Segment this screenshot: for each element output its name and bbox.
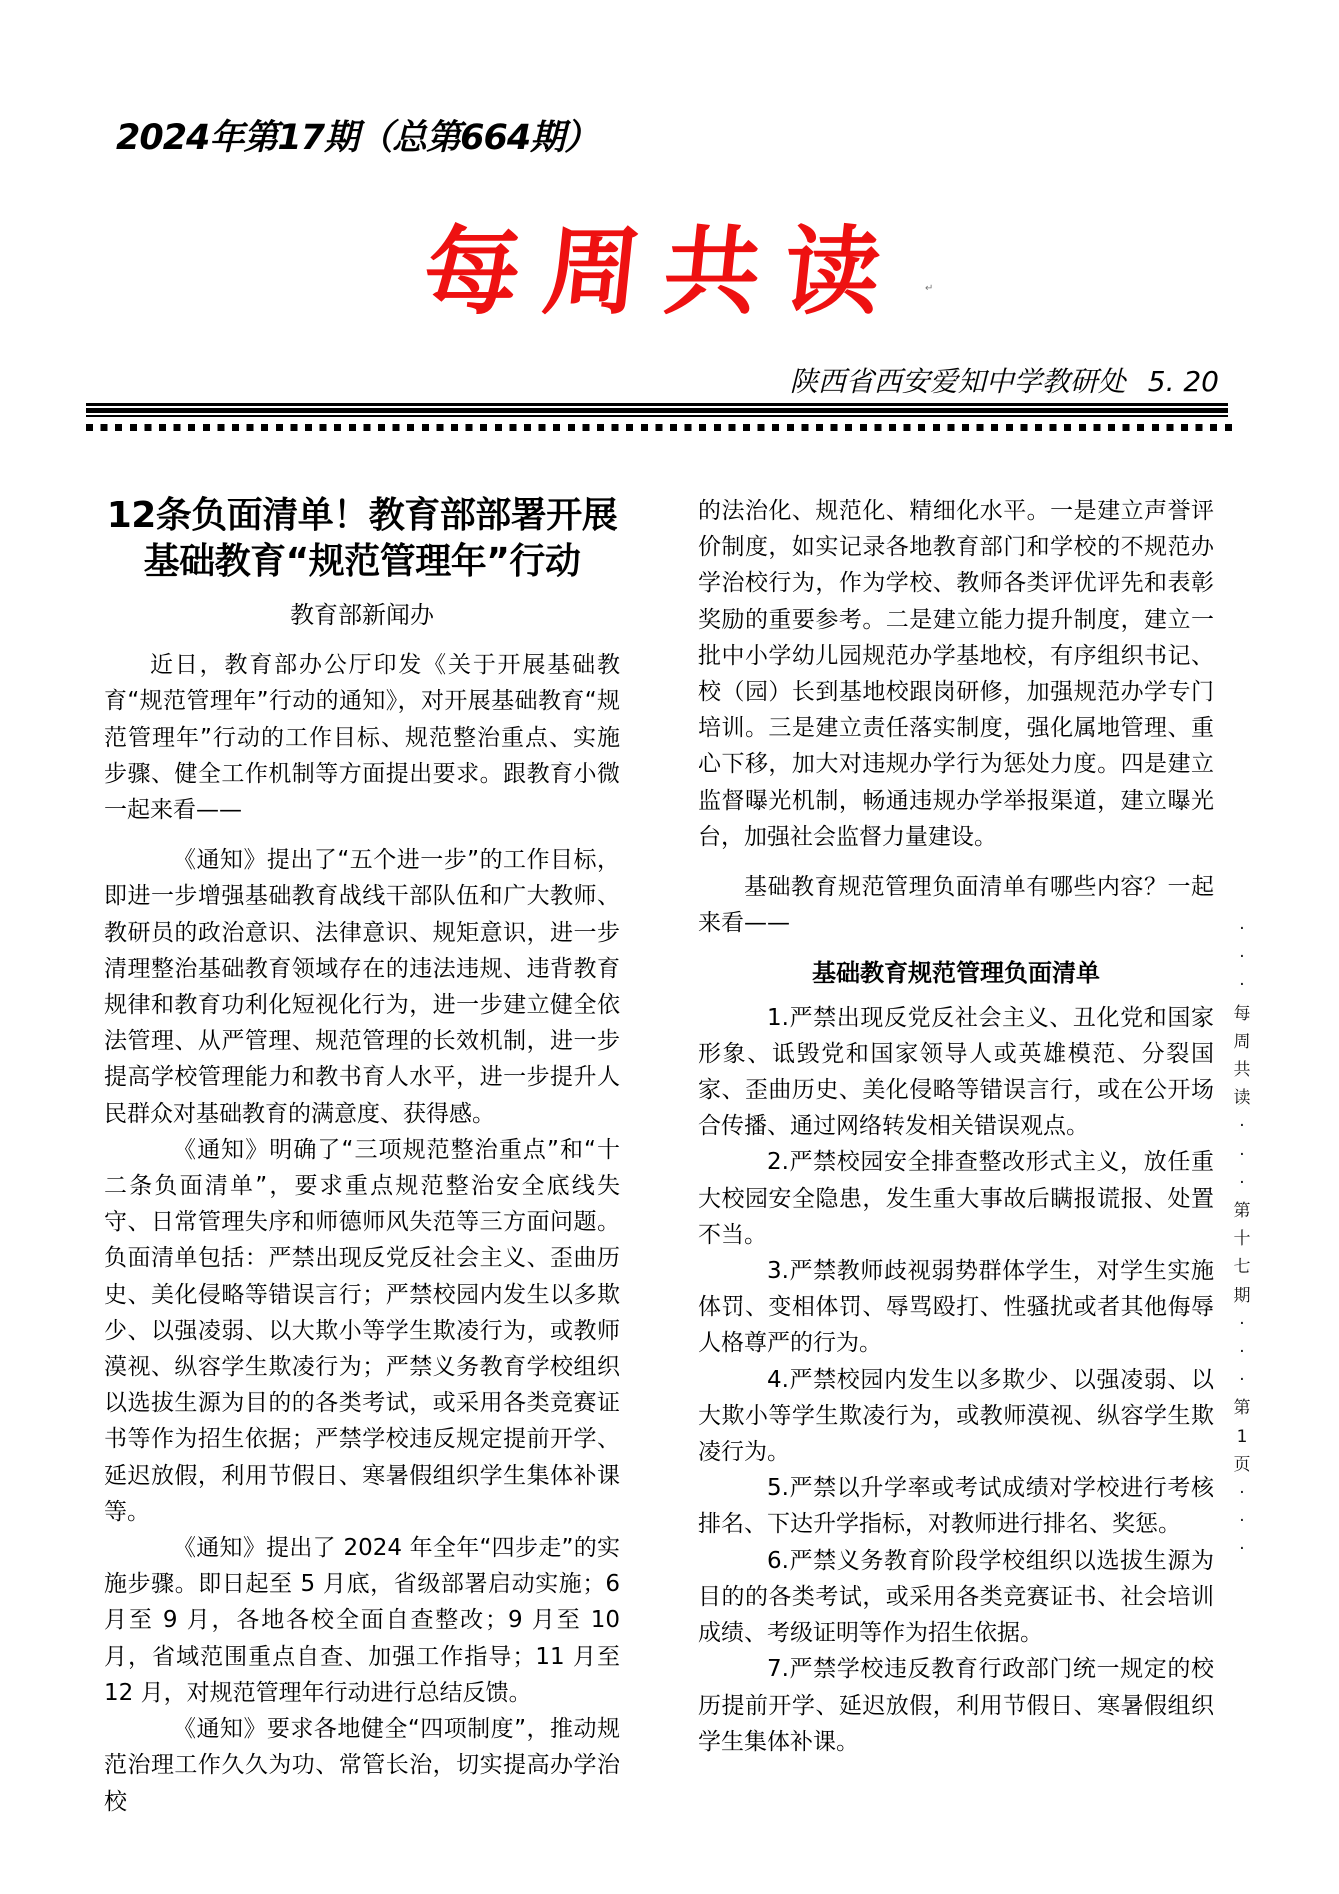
side-margin-char: 每 [1233,1003,1251,1024]
header-rule-thick [86,408,1228,413]
side-margin-char: 周 [1233,1031,1251,1052]
side-margin-char: · [1239,1116,1245,1137]
publish-date: 5. 20 [1147,365,1219,398]
side-margin-char: · [1239,1539,1245,1560]
side-margin-char: · [1239,1511,1245,1532]
side-margin-char: · [1239,1342,1245,1363]
publisher-line [790,360,1219,400]
article-paragraph: 近日，教育部办公厅印发《关于开展基础教育“规范管理年”行动的通知》，对开展基础教育“规范管理年”行动的工作目标、规范整治重点、实施步骤、健全工作机制等方面提出要求。跟教育小微一起来看—— [104,652,620,824]
header-rule-thin-top [86,403,1228,406]
article-byline: 教育部新闻办 [290,601,434,629]
negative-list-title: 基础教育规范管理负面清单 [812,959,1100,988]
side-margin-char: · [1239,947,1245,968]
side-margin-label [1231,915,1253,1564]
list-item: 2.严禁校园安全排查整改形式主义，放任重大校园安全隐患，发生重大事故后瞒报谎报、处置不当。 [698,1149,1214,1248]
article-title-line-1: 12条负面清单！教育部部署开展 [106,495,618,536]
article-title-line-2: 基础教育“规范管理年”行动 [143,541,581,582]
article-paragraph: 《通知》要求各地健全“四项制度”，推动规范治理工作久久为功、常管长治，切实提高办学治校 [104,1716,620,1815]
article-title [96,493,628,585]
article-paragraph-continued: 的法治化、规范化、精细化水平。一是建立声誉评价制度，如实记录各地教育部门和学校的不规范办学治校行为，作为学校、教师各类评优评先和表彰奖励的重要参考。二是建立能力提升制度，建立一批中小学幼儿园规范办学基地校，有序组织书记、校（园）长到基地校跟岗研修，加强规范办学专门培训。三是建立责任落实制度，强化属地管理、重心下移，加大对违规办学行为惩处力度。四是建立监督曝光机制，畅通违规办学举报渠道，建立曝光台，加强社会监督力量建设。 [698,498,1214,850]
list-intro: 基础教育规范管理负面清单有哪些内容？一起来看—— [698,874,1214,937]
article-paragraph: 《通知》提出了“五个进一步”的工作目标，即进一步增强基础教育战线干部队伍和广大教师、教研员的政治意识、法律意识、规矩意识，进一步清理整治基础教育领域存在的违法违规、违背教育规律和教育功利化短视化行为，进一步建立健全依法管理、从严管理、规范管理的长效机制，进一步提高学校管理能力和教书育人水平，进一步提升人民群众对基础教育的满意度、获得感。 [104,847,620,1127]
left-column [104,493,620,1820]
side-margin-char: 七 [1233,1257,1251,1278]
list-item: 3.严禁教师歧视弱势群体学生，对学生实施体罚、变相体罚、辱骂殴打、性骚扰或者其他侮辱人格尊严的行为。 [698,1258,1214,1357]
side-margin-char: · [1239,919,1245,939]
side-margin-char: 第 [1233,1201,1251,1222]
article-paragraph: 《通知》明确了“三项规范整治重点”和“十二条负面清单”，要求重点规范整治安全底线失守、日常管理失序和师德师风失范等三方面问题。负面清单包括：严禁出现反党反社会主义、歪曲历史、美化侵略等错误言行；严禁校园内发生以多欺少、以强凌弱、以大欺小等学生欺凌行为，或教师漠视、纵容学生欺凌行为；严禁义务教育学校组织以选拔生源为目的的各类考试，或采用各类竞赛证书等作为招生依据；严禁学校违反规定提前开学、延迟放假，利用节假日、寒暑假组织学生集体补课等。 [104,1136,620,1525]
side-margin-char: 1 [1236,1426,1248,1447]
list-item: 6.严禁义务教育阶段学校组织以选拔生源为目的的各类考试，或采用各类竞赛证书、社会培训成绩、考级证明等作为招生依据。 [698,1547,1214,1647]
header-dotted-rule [86,424,1232,431]
side-margin-char: 第 [1233,1398,1251,1419]
side-margin-char: · [1239,1370,1245,1391]
side-margin-char: · [1239,1144,1245,1165]
side-margin-char: 共 [1233,1060,1251,1081]
side-margin-char: 十 [1233,1229,1251,1250]
list-item: 1.严禁出现反党反社会主义、丑化党和国家形象、诋毁党和国家领导人或英雄模范、分裂国家、歪曲历史、美化侵略等错误言行，或在公开场合传播、通过网络转发相关错误观点。 [698,1004,1214,1140]
side-margin-char: · [1239,1172,1245,1193]
publisher-name: 陕西省西安爱知中学教研处 [789,365,1126,398]
side-margin-char: 期 [1233,1285,1251,1306]
side-margin-char: · [1239,975,1245,996]
side-margin-char: 页 [1233,1454,1251,1475]
list-item: 7.严禁学校违反教育行政部门统一规定的校历提前开学、延迟放假，利用节假日、寒暑假组织学生集体补课。 [698,1656,1214,1755]
list-item: 5.严禁以升学率或考试成绩对学校进行考核排名、下达升学指标，对教师进行排名、奖惩。 [698,1475,1214,1538]
side-margin-char: 读 [1233,1088,1251,1109]
right-column [698,493,1214,1760]
side-margin-char: · [1239,1483,1245,1504]
header-rule-thin-bottom [86,415,1228,417]
masthead-title: 每周共读 [418,215,911,328]
issue-number: 2024年第17期（总第664期） [116,118,599,158]
list-item: 4.严禁校园内发生以多欺少、以强凌弱、以大欺小等学生欺凌行为，或教师漠视、纵容学生欺凌行为。 [698,1366,1214,1466]
article-paragraph: 《通知》提出了 2024 年全年“四步走”的实施步骤。即日起至 5 月底，省级部署启动实施；6 月至 9 月，各地各校全面自查整改；9 月至 10 月，省域范围重点自查、加强工作指导；11 月至 12 月，对规范管理年行动进行总结反馈。 [104,1535,620,1706]
side-margin-char: · [1239,1313,1245,1334]
paragraph-mark-icon: ↵ [925,283,934,294]
